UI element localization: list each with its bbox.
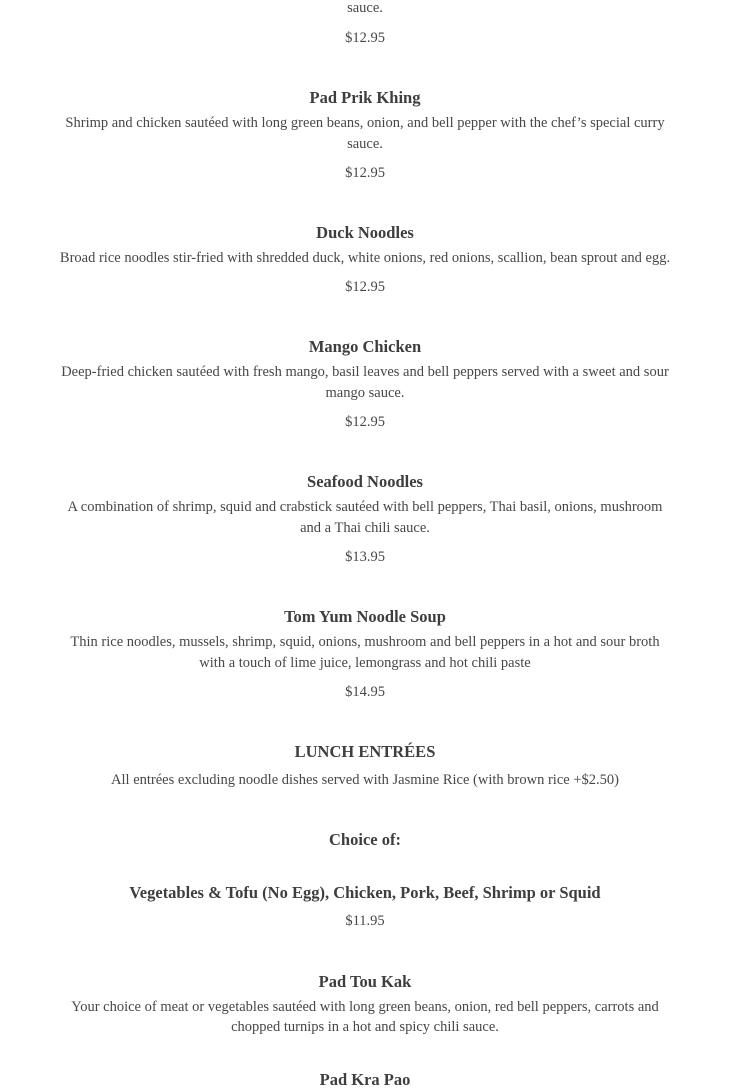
item-name: Duck Noodles: [316, 223, 414, 242]
item-name: Pad Kra Pao: [319, 1070, 411, 1089]
section-note: All entrées excluding noodle dishes served with Jasmine Rice (with brown rice +$2.50): [111, 772, 619, 788]
item-price: $12.95: [345, 30, 385, 46]
section-price: $11.95: [345, 913, 385, 929]
item-name: Mango Chicken: [308, 337, 422, 356]
item-name: Tom Yum Noodle Soup: [284, 607, 446, 626]
item-description: and a Thai chili sauce.: [300, 520, 430, 536]
item-price: $12.95: [345, 414, 385, 430]
item-description-tail: sauce.: [347, 0, 383, 16]
item-description: A combination of shrimp, squid and crabstick sautéed with bell peppers, Thai basil, onions, mushroom: [67, 499, 663, 515]
item-description: mango sauce.: [325, 385, 405, 401]
item-description: Shrimp and chicken sautéed with long green beans, onion, and bell pepper with the chef’s special curry: [65, 115, 665, 131]
item-description: Your choice of meat or vegetables sautéed with long green beans, onion, red bell peppers, carrots and: [71, 999, 659, 1015]
item-price: $12.95: [345, 165, 385, 181]
item-name: Pad Tou Kak: [318, 972, 412, 991]
item-price: $13.95: [345, 549, 385, 565]
item-description: chopped turnips in a hot and spicy chili sauce.: [231, 1019, 499, 1035]
section-heading: LUNCH ENTRÉES: [294, 742, 436, 761]
choice-heading: Choice of:: [329, 830, 401, 849]
item-name: Pad Prik Khing: [309, 88, 421, 107]
item-description: Deep-fried chicken sautéed with fresh mango, basil leaves and bell peppers served with a sweet and sour: [61, 364, 669, 380]
item-description: Broad rice noodles stir-fried with shredded duck, white onions, red onions, scallion, bean sprout and egg.: [59, 250, 671, 266]
choice-options: Vegetables & Tofu (No Egg), Chicken, Pork, Beef, Shrimp or Squid: [129, 883, 601, 902]
item-price: $12.95: [345, 279, 385, 295]
item-name: Seafood Noodles: [307, 472, 423, 491]
item-description: sauce.: [347, 136, 383, 152]
item-description: Thin rice noodles, mussels, shrimp, squid, onions, mushroom and bell peppers in a hot and sour broth: [70, 634, 660, 650]
item-description: with a touch of lime juice, lemongrass and hot chili paste: [199, 655, 531, 671]
item-price: $14.95: [345, 684, 385, 700]
